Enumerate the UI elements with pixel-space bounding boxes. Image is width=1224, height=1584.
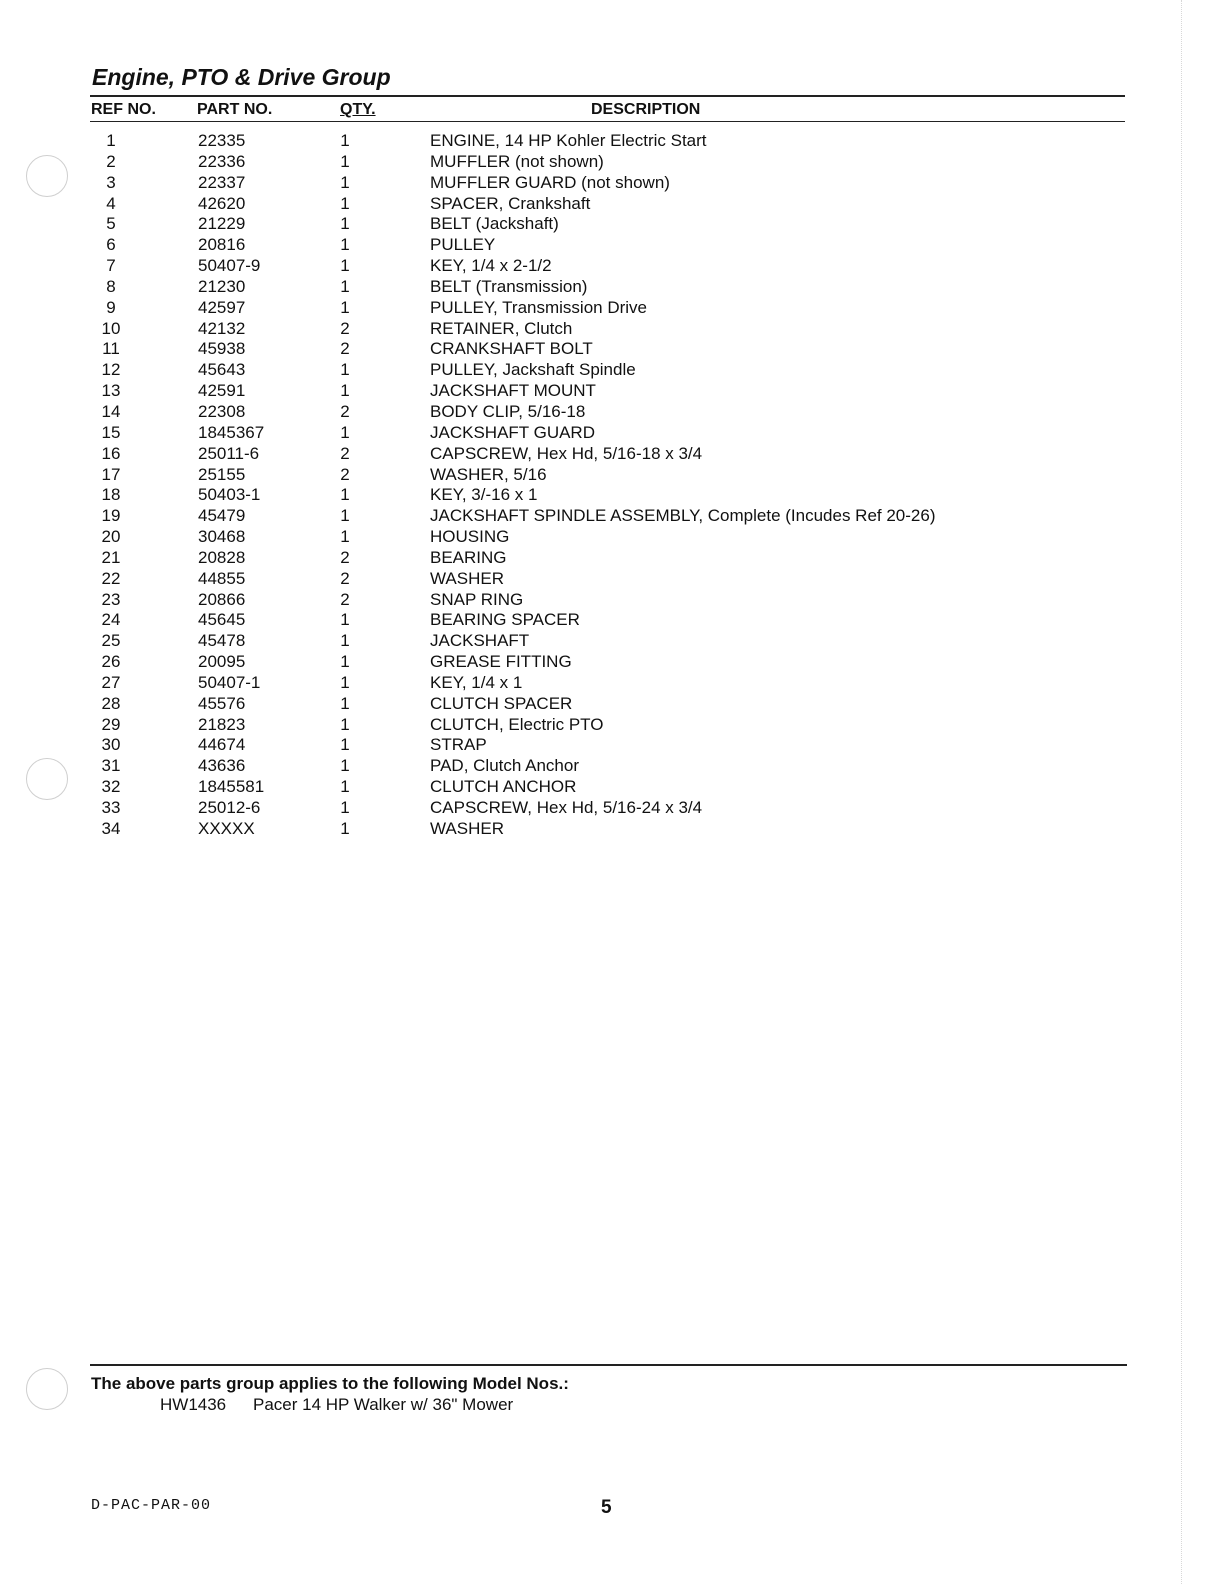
ref-no-cell: 31 — [101, 756, 121, 776]
applies-note: The above parts group applies to the following Model Nos.: — [91, 1374, 569, 1393]
description-cell: BELT (Transmission) — [430, 276, 588, 296]
description-cell: KEY, 1/4 x 1 — [430, 672, 523, 692]
part-no-cell: 21230 — [198, 276, 246, 296]
table-row — [0, 777, 1224, 798]
part-no-cell: 42620 — [198, 193, 246, 213]
model-number: HW1436 — [160, 1395, 227, 1414]
description-cell: CLUTCH SPACER — [430, 693, 573, 713]
ref-no-cell: 4 — [106, 193, 116, 213]
ref-no-cell: 7 — [106, 256, 116, 276]
ref-no-cell: 11 — [102, 339, 120, 359]
ref-no-cell: 29 — [101, 714, 121, 734]
description-cell: WASHER — [430, 568, 504, 588]
part-no-cell: 1845367 — [198, 422, 265, 442]
ref-no-cell: 14 — [101, 401, 121, 421]
qty-cell: 1 — [340, 360, 350, 380]
description-cell: JACKSHAFT — [430, 631, 530, 651]
description-cell: SNAP RING — [430, 589, 524, 609]
qty-cell: 1 — [340, 735, 350, 755]
ref-no-cell: 26 — [101, 652, 121, 672]
description-cell: CLUTCH, Electric PTO — [430, 714, 604, 734]
qty-cell: 1 — [340, 631, 350, 651]
table-row — [0, 756, 1224, 777]
part-no-cell: 22336 — [198, 151, 246, 171]
part-no-cell: 45643 — [198, 360, 246, 380]
description-cell: STRAP — [430, 735, 487, 755]
description-cell: BEARING SPACER — [430, 610, 580, 630]
ref-no-cell: 34 — [101, 818, 121, 838]
qty-cell: 2 — [340, 339, 350, 359]
qty-cell: 2 — [340, 401, 350, 421]
qty-cell: 1 — [340, 131, 350, 150]
qty-cell: 2 — [340, 568, 350, 588]
qty-cell: 1 — [340, 172, 350, 192]
qty-cell: 1 — [340, 276, 350, 296]
part-no-cell: 44674 — [198, 735, 246, 755]
qty-cell: 1 — [340, 297, 350, 317]
table-row — [0, 402, 1224, 423]
qty-cell: 2 — [340, 464, 350, 484]
ref-no-cell: 30 — [101, 735, 121, 755]
description-cell: MUFFLER GUARD (not shown) — [430, 172, 670, 192]
ref-no-cell: 20 — [101, 527, 121, 547]
part-no-cell: 50407-1 — [198, 672, 261, 692]
table-row — [0, 339, 1224, 360]
ref-no-cell: 21 — [101, 547, 121, 567]
part-no-cell: 44855 — [198, 568, 246, 588]
description-cell: PULLEY, Transmission Drive — [430, 297, 647, 317]
model-description: Pacer 14 HP Walker w/ 36" Mower — [253, 1395, 514, 1414]
column-header-description: DESCRIPTION — [591, 101, 701, 118]
description-cell: MUFFLER (not shown) — [430, 151, 604, 171]
description-cell: RETAINER, Clutch — [430, 318, 573, 338]
table-row — [0, 715, 1224, 736]
table-row — [0, 485, 1224, 506]
qty-cell: 1 — [340, 422, 350, 442]
part-no-cell: 1845581 — [198, 777, 265, 797]
qty-cell: 1 — [340, 151, 350, 171]
description-cell: JACKSHAFT GUARD — [430, 422, 595, 442]
part-no-cell: 20095 — [198, 652, 246, 672]
table-row — [0, 527, 1224, 548]
description-cell: SPACER, Crankshaft — [430, 193, 591, 213]
qty-cell: 2 — [340, 318, 350, 338]
table-row — [0, 131, 1224, 152]
table-row — [0, 735, 1224, 756]
ref-no-cell: 9 — [106, 297, 116, 317]
table-row — [0, 152, 1224, 173]
qty-cell: 2 — [340, 589, 350, 609]
part-no-cell: 30468 — [198, 527, 246, 547]
description-cell: JACKSHAFT SPINDLE ASSEMBLY, Complete (Incudes Ref 20-26) — [430, 506, 936, 526]
part-no-cell: 20816 — [198, 235, 246, 255]
part-no-cell: 50407-9 — [198, 256, 261, 276]
qty-cell: 1 — [340, 693, 350, 713]
ref-no-cell: 25 — [101, 631, 121, 651]
description-cell: BELT (Jackshaft) — [430, 214, 559, 234]
qty-cell: 1 — [340, 381, 350, 401]
ref-no-cell: 16 — [101, 443, 121, 463]
qty-cell: 1 — [340, 256, 350, 276]
parts-table — [0, 131, 1224, 840]
description-cell: BODY CLIP, 5/16-18 — [430, 401, 586, 421]
table-row — [0, 173, 1224, 194]
qty-cell: 2 — [340, 547, 350, 567]
part-no-cell: 45938 — [198, 339, 246, 359]
description-cell: BEARING — [430, 547, 507, 567]
table-row — [0, 569, 1224, 590]
table-row — [0, 444, 1224, 465]
ref-no-cell: 6 — [106, 235, 116, 255]
qty-cell: 1 — [340, 714, 350, 734]
part-no-cell: 25155 — [198, 464, 246, 484]
table-row — [0, 319, 1224, 340]
part-no-cell: 22337 — [198, 172, 246, 192]
description-cell: CAPSCREW, Hex Hd, 5/16-24 x 3/4 — [430, 798, 703, 817]
part-no-cell: 42591 — [198, 381, 246, 401]
table-row — [0, 652, 1224, 673]
part-no-cell: 25011-6 — [198, 443, 260, 463]
part-no-cell: 45645 — [198, 610, 246, 630]
qty-cell: 1 — [340, 610, 350, 630]
part-no-cell: 20866 — [198, 589, 246, 609]
qty-cell: 1 — [340, 777, 350, 797]
qty-cell: 1 — [340, 756, 350, 776]
ref-no-cell: 22 — [101, 568, 121, 588]
part-no-cell: 45478 — [198, 631, 246, 651]
table-row — [0, 298, 1224, 319]
description-cell: PAD, Clutch Anchor — [430, 756, 579, 776]
table-row — [0, 465, 1224, 486]
table-row — [0, 506, 1224, 527]
part-no-cell: 42132 — [198, 318, 246, 338]
qty-cell: 1 — [340, 506, 350, 526]
part-no-cell: 45479 — [198, 506, 246, 526]
description-cell: GREASE FITTING — [430, 652, 572, 672]
table-row — [0, 610, 1224, 631]
ref-no-cell: 13 — [101, 381, 121, 401]
qty-cell: 1 — [340, 527, 350, 547]
qty-cell: 1 — [340, 652, 350, 672]
column-header-qty: QTY. — [340, 101, 376, 118]
part-no-cell: 42597 — [198, 297, 246, 317]
header-rule-bottom — [90, 121, 1125, 122]
description-cell: KEY, 1/4 x 2-1/2 — [430, 256, 552, 276]
part-no-cell: 22335 — [198, 131, 246, 150]
section-title: Engine, PTO & Drive Group — [92, 64, 391, 90]
column-header-part-no: PART NO. — [197, 101, 273, 118]
ref-no-cell: 23 — [101, 589, 121, 609]
part-no-cell: 50403-1 — [198, 485, 261, 505]
description-cell: CAPSCREW, Hex Hd, 5/16-18 x 3/4 — [430, 443, 703, 463]
ref-no-cell: 15 — [101, 422, 121, 442]
ref-no-cell: 33 — [101, 798, 121, 817]
part-no-cell: XXXXX — [198, 818, 255, 838]
part-no-cell: 43636 — [198, 756, 246, 776]
table-row — [0, 590, 1224, 611]
table-row — [0, 381, 1224, 402]
table-row — [0, 819, 1224, 840]
description-cell: HOUSING — [430, 527, 510, 547]
description-cell: CLUTCH ANCHOR — [430, 777, 577, 797]
description-cell: CRANKSHAFT BOLT — [430, 339, 593, 359]
qty-cell: 1 — [340, 798, 350, 817]
table-row — [0, 277, 1224, 298]
description-cell: ENGINE, 14 HP Kohler Electric Start — [430, 131, 707, 150]
ref-no-cell: 28 — [101, 693, 121, 713]
page-number: 5 — [601, 1497, 612, 1518]
part-no-cell: 21823 — [198, 714, 246, 734]
description-cell: WASHER, 5/16 — [430, 464, 547, 484]
description-cell: JACKSHAFT MOUNT — [430, 381, 596, 401]
ref-no-cell: 27 — [101, 672, 121, 692]
description-cell: KEY, 3/-16 x 1 — [430, 485, 538, 505]
table-row — [0, 548, 1224, 569]
document-id: D-PAC-PAR-00 — [91, 1497, 212, 1514]
table-row — [0, 673, 1224, 694]
part-no-cell: 22308 — [198, 401, 246, 421]
qty-cell: 1 — [340, 485, 350, 505]
ref-no-cell: 12 — [101, 360, 121, 380]
table-row — [0, 360, 1224, 381]
qty-cell: 2 — [340, 443, 350, 463]
ref-no-cell: 32 — [101, 777, 121, 797]
description-cell: PULLEY — [430, 235, 496, 255]
ref-no-cell: 3 — [106, 172, 116, 192]
qty-cell: 1 — [340, 818, 350, 838]
qty-cell: 1 — [340, 672, 350, 692]
header-rule-top — [90, 95, 1125, 97]
ref-no-cell: 24 — [101, 610, 121, 630]
table-row — [0, 798, 1224, 819]
table-row — [0, 235, 1224, 256]
part-no-cell: 45576 — [198, 693, 246, 713]
binder-hole — [26, 1368, 68, 1410]
ref-no-cell: 10 — [101, 318, 121, 338]
footer-rule — [90, 1364, 1127, 1366]
table-row — [0, 694, 1224, 715]
qty-cell: 1 — [340, 193, 350, 213]
qty-cell: 1 — [340, 214, 350, 234]
table-row — [0, 194, 1224, 215]
column-header-ref-no: REF NO. — [91, 101, 156, 118]
ref-no-cell: 17 — [101, 464, 121, 484]
part-no-cell: 21229 — [198, 214, 246, 234]
ref-no-cell: 5 — [106, 214, 116, 234]
table-row — [0, 256, 1224, 277]
ref-no-cell: 2 — [106, 151, 116, 171]
description-cell: PULLEY, Jackshaft Spindle — [430, 360, 636, 380]
ref-no-cell: 8 — [106, 276, 116, 296]
ref-no-cell: 18 — [101, 485, 121, 505]
ref-no-cell: 19 — [101, 506, 121, 526]
qty-cell: 1 — [340, 235, 350, 255]
table-row — [0, 631, 1224, 652]
description-cell: WASHER — [430, 818, 504, 838]
table-row — [0, 423, 1224, 444]
part-no-cell: 25012-6 — [198, 798, 261, 817]
ref-no-cell: 1 — [106, 131, 116, 150]
part-no-cell: 20828 — [198, 547, 246, 567]
table-row — [0, 214, 1224, 235]
